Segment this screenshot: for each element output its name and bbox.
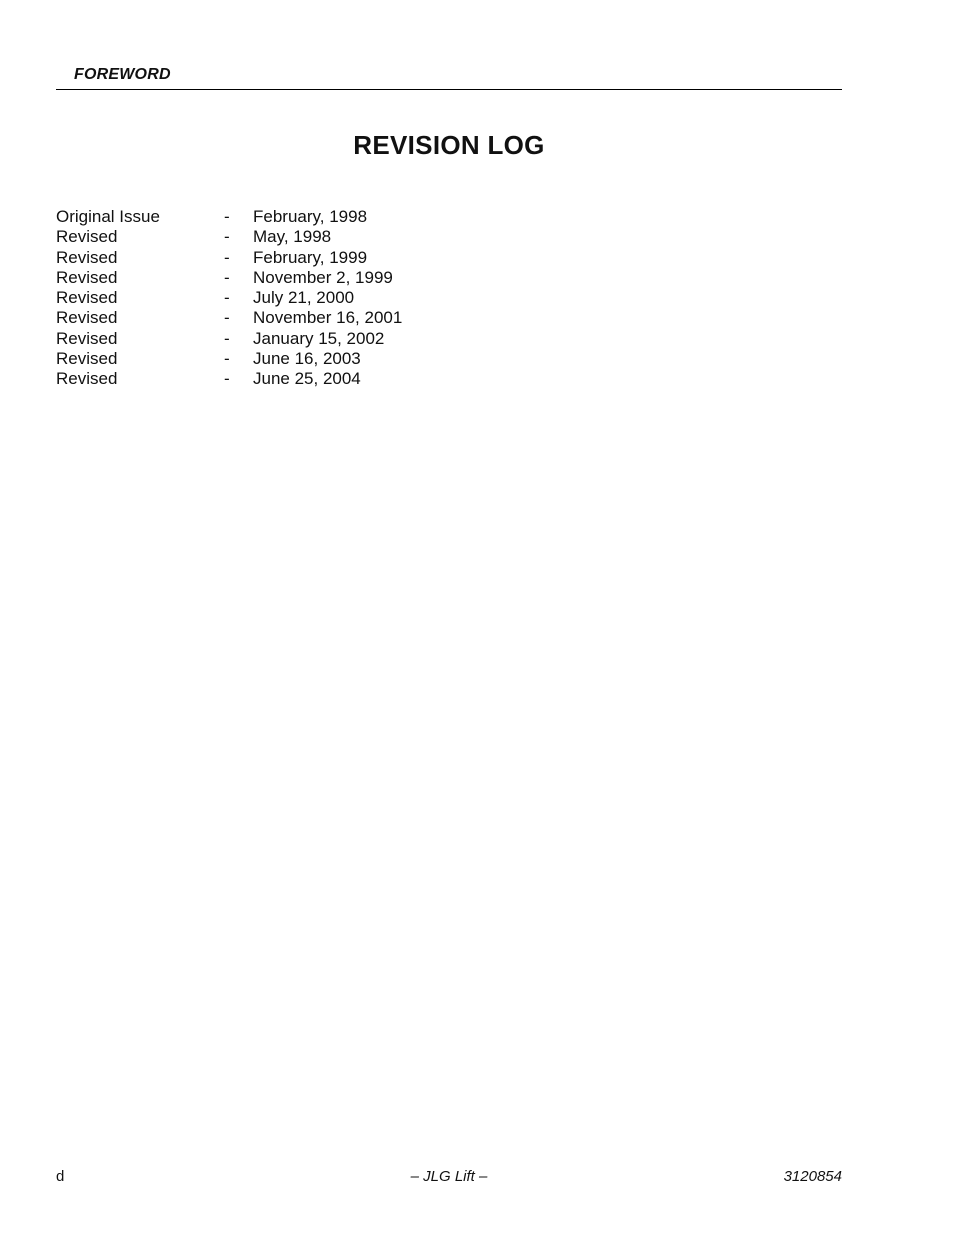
footer-brand: – JLG Lift – (410, 1168, 488, 1185)
revision-date: June 25, 2004 (253, 369, 361, 388)
revision-separator: - (224, 207, 230, 226)
revision-kind: Revised (56, 247, 118, 267)
revision-separator: - (224, 308, 230, 328)
revision-kind: Revised (56, 288, 118, 307)
revision-kind: Revised (56, 308, 118, 328)
revision-date: February, 1999 (253, 247, 368, 267)
revision-date: May, 1998 (253, 227, 332, 247)
section-label: FOREWORD (74, 66, 171, 83)
revision-date: February, 1998 (253, 207, 368, 226)
revision-separator: - (224, 288, 230, 307)
page-number: d (56, 1168, 65, 1185)
revision-kind: Revised (56, 267, 118, 287)
revision-date: November 2, 1999 (253, 267, 393, 287)
page-title: REVISION LOG (353, 130, 545, 160)
revision-separator: - (224, 369, 230, 388)
revision-date: July 21, 2000 (253, 288, 355, 307)
revision-kind: Original Issue (56, 207, 160, 226)
revision-kind: Revised (56, 328, 118, 348)
page-footer (56, 1168, 842, 1188)
revision-kind: Revised (56, 348, 118, 368)
revision-separator: - (224, 328, 230, 348)
revision-kind: Revised (56, 369, 118, 388)
revision-separator: - (224, 247, 230, 267)
revision-date: June 16, 2003 (253, 348, 361, 368)
revision-date: January 15, 2002 (253, 328, 385, 348)
page-header (56, 64, 842, 90)
revision-date: November 16, 2001 (253, 308, 403, 328)
document-number: 3120854 (783, 1168, 842, 1185)
revision-separator: - (224, 227, 230, 247)
revision-kind: Revised (56, 227, 118, 247)
revision-separator: - (224, 267, 230, 287)
revision-separator: - (224, 348, 230, 368)
